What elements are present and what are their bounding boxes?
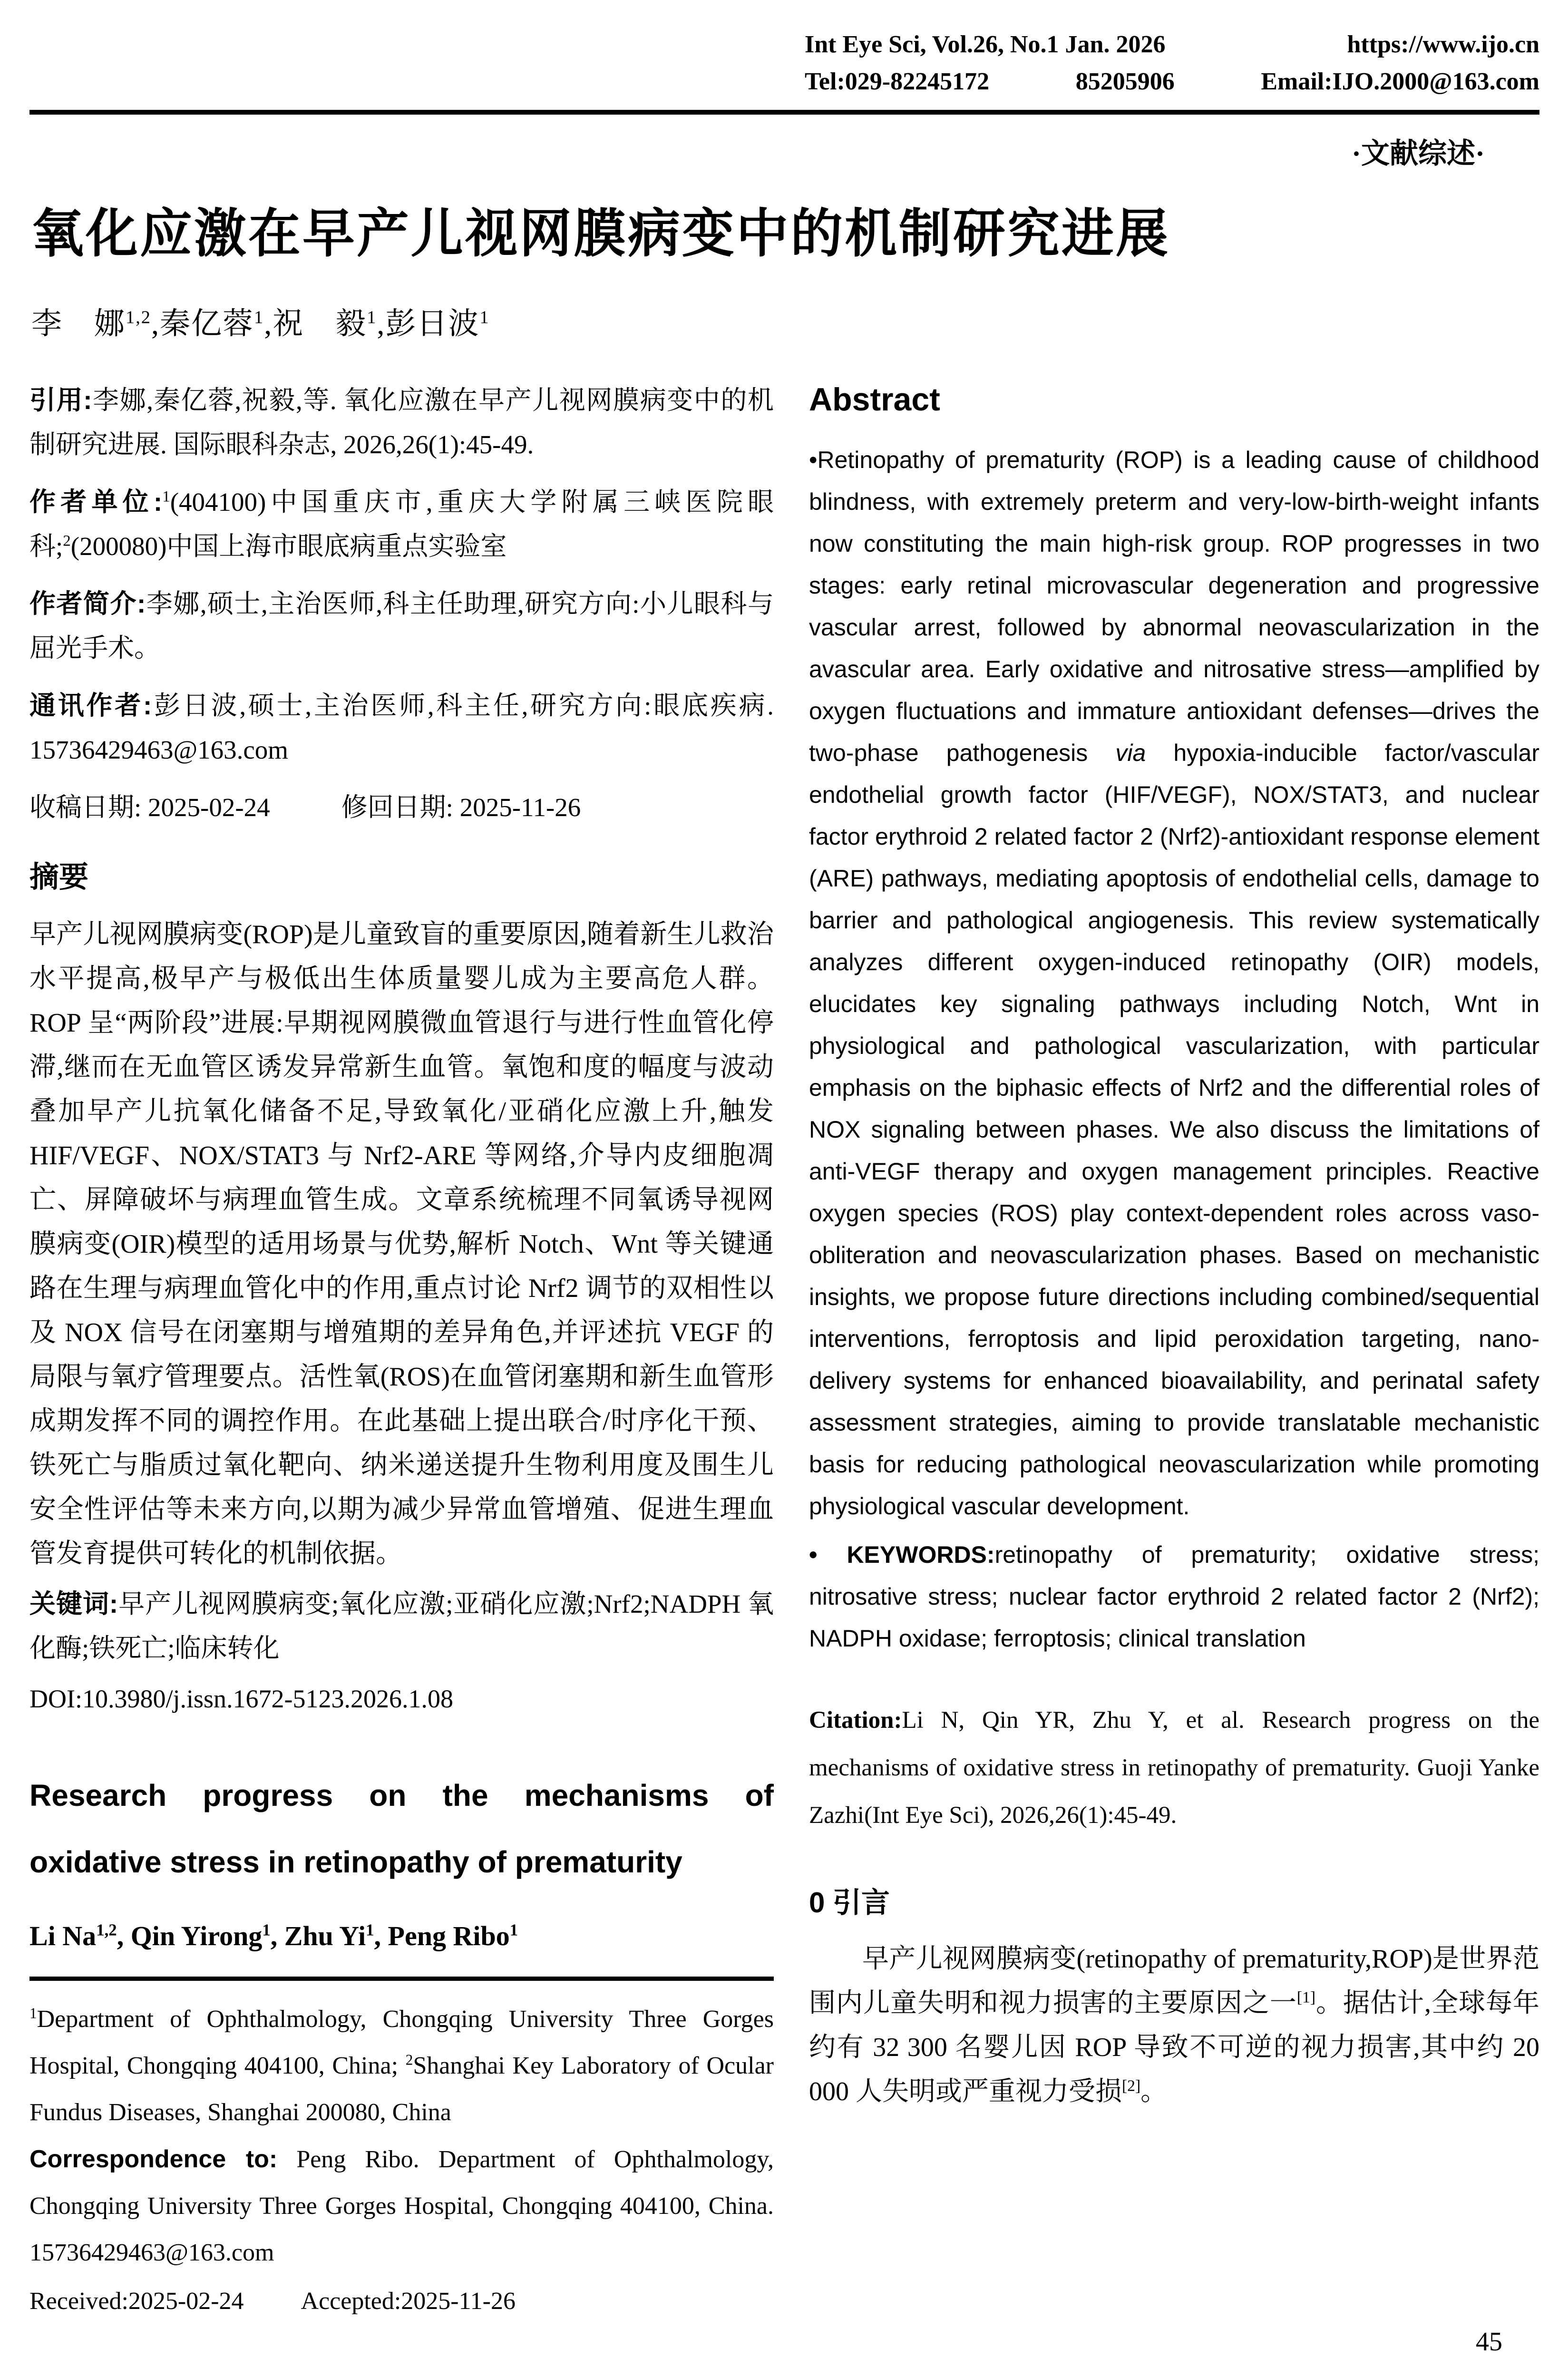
corresponding-author-cn-label: 通讯作者:: [29, 691, 152, 720]
citation-en-label: Citation:: [808, 1707, 902, 1734]
journal-email: Email:IJO.2000@163.com: [1261, 68, 1539, 95]
keywords-en-label: • KEYWORDS:: [808, 1541, 995, 1568]
received-date-cn: 收稿日期: 2025-02-24: [29, 793, 270, 822]
left-column: [29, 378, 774, 2325]
author-bio-paragraph: [29, 582, 774, 670]
affiliation-cn-paragraph: [29, 480, 774, 568]
citation-cn-paragraph: [29, 378, 774, 467]
abstract-en-heading: Abstract: [808, 381, 940, 418]
article-title-cn: 氧化应激在早产儿视网膜病变中的机制研究进展: [31, 205, 1170, 263]
abstract-en-body: •Retinopathy of prematurity (ROP) is a leading cause of childhood blindness, with extremely preterm and very-low-birth-weight infants now constituting the main high-risk group. ROP progresses in two stages: early retinal microvascular degeneration and progressive vascular arrest, followed by abnormal neovascularization in the avascular area. Early oxidative and nitrosative stress—amplified by oxygen fluctuations and immature antioxidant defenses—drives the two-phase pathogenesis via hypoxia-inducible factor/vascular endothelial growth factor (HIF/VEGF), NOX/STAT3, and nuclear factor erythroid 2 related factor 2 (Nrf2)-antioxidant response element (ARE) pathways, mediating apoptosis of endothelial cells, damage to barrier and pathological angiogenesis. This review systematically analyzes different oxygen-induced retinopathy (OIR) models, elucidates key signaling pathways including Notch, Wnt in physiological and pathological vascularization, with particular emphasis on the biphasic effects of Nrf2 and the differential roles of NOX signaling between phases. We also discuss the limitations of anti-VEGF therapy and oxygen management principles. Reactive oxygen species (ROS) play context-dependent roles across vaso-obliteration and neovascularization phases. Based on mechanistic insights, we propose future directions including combined/sequential interventions, ferroptosis and lipid peroxidation targeting, nano-delivery systems for enhanced bioavailability, and perinatal safety assessment strategies, aiming to provide translatable mechanistic basis for reducing pathological neovascularization while promoting physiological vascular development.: [808, 447, 1539, 1520]
keywords-cn-text: 早产儿视网膜病变;氧化应激;亚硝化应激;Nrf2;NADPH 氧化酶;铁死亡;临床转化: [29, 1589, 774, 1663]
affiliation-cn-label: 作者单位:: [29, 487, 163, 516]
article-type-label: ·文献综述·: [1351, 138, 1485, 169]
corresponding-author-cn-paragraph: [29, 683, 774, 772]
introduction-body: 早产儿视网膜病变(retinopathy of prematurity,ROP)是世界范围内儿童失明和视力损害的主要原因之一[1]。据估计,全球每年约有 32 300 名婴儿因 ROP 导致不可逆的视力损害,其中约 20 000 人失明或严重视力受损[2]。: [808, 1944, 1540, 2106]
affiliation-cn-text: $^1$(404100)中国重庆市,重庆大学附属三峡医院眼科;$^2$(200080)中国上海市眼底病重点实验室: [29, 487, 774, 561]
citation-cn-label: 引用:: [29, 385, 92, 415]
doi: DOI:10.3980/j.issn.1672-5123.2026.1.08: [29, 1685, 453, 1713]
introduction-heading: 0 引言: [808, 1887, 890, 1919]
masthead-line-2: [805, 63, 1539, 100]
citation-en-text: Li N, Qin YR, Zhu Y, et al. Research progress on the mechanisms of oxidative stress in retinopathy of prematurity. Guoji Yanke Zazhi(Int Eye Sci), 2026,26(1):45-49.: [808, 1707, 1539, 1829]
page-header: [29, 26, 1539, 100]
abstract-cn-body: 早产儿视网膜病变(ROP)是儿童致盲的重要原因,随着新生儿救治水平提高,极早产与极低出生体质量婴儿成为主要高危人群。ROP 呈“两阶段”进展:早期视网膜微血管退行与进行性血管化停滞,继而在无血管区诱发异常新生血管。氧饱和度的幅度与波动叠加早产儿抗氧化储备不足,导致氧化/亚硝化应激上升,触发 HIF/VEGF、NOX/STAT3 与 Nrf2-ARE 等网络,介导内皮细胞凋亡、屏障破坏与病理血管生成。文章系统梳理不同氧诱导视网膜病变(OIR)模型的适用场景与优势,解析 Notch、Wnt 等关键通路在生理与病理血管化中的作用,重点讨论 Nrf2 调节的双相性以及 NOX 信号在闭塞期与增殖期的差异角色,并评述抗 VEGF 的局限与氧疗管理要点。活性氧(ROS)在血管闭塞期和新生血管形成期发挥不同的调控作用。在此基础上提出联合/时序化干预、铁死亡与脂质过氧化靶向、纳米递送提升生物利用度及围生儿安全性评估等未来方向,以期为减少异常血管增殖、促进生理血管发育提供可转化的机制依据。: [29, 920, 774, 1568]
author-bio-text: 李娜,硕士,主治医师,科主任助理,研究方向:小儿眼科与屈光手术。: [29, 589, 774, 662]
authors-cn: 李 娜$^{1,2}$,秦亿蓉$^1$,祝 毅$^1$,彭日波$^1$: [31, 307, 490, 341]
header-divider: [29, 110, 1539, 115]
two-column-body: [29, 378, 1539, 2325]
keywords-en-paragraph: [809, 1534, 1539, 1659]
right-column: [809, 378, 1539, 2325]
abstract-cn-heading: 摘要: [29, 861, 89, 894]
citation-cn-text: 李娜,秦亿蓉,祝毅,等. 氧化应激在早产儿视网膜病变中的机制研究进展. 国际眼科杂志, 2026,26(1):45-49.: [29, 386, 774, 459]
footnote-divider: [29, 1977, 774, 1981]
author-bio-label: 作者简介:: [29, 589, 146, 618]
article-title-en: Research progress on the mechanisms of oxidative stress in retinopathy of prematurity: [29, 1778, 774, 1879]
keywords-cn-paragraph: [29, 1582, 774, 1670]
authors-en: Li Na$^{1,2}$, Qin Yirong$^1$, Zhu Yi$^1$, Peng Ribo$^1$: [29, 1920, 518, 1951]
masthead-line-1: [805, 26, 1539, 63]
correspondence-en-text: Peng Ribo. Department of Ophthalmology, Chongqing University Three Gorges Hospital, Chongqing 404100, China. 15736429463@163.com: [29, 2146, 774, 2266]
citation-en-paragraph: [809, 1696, 1539, 1839]
correspondence-en-paragraph: [29, 2136, 774, 2276]
keywords-en-text: retinopathy of prematurity; oxidative stress; nitrosative stress; nuclear factor erythroid 2 related factor 2 (Nrf2); NADPH oxidase; ferroptosis; clinical translation: [808, 1541, 1539, 1652]
correspondence-en-label: Correspondence to:: [29, 2145, 278, 2173]
corresponding-author-cn-text: 彭日波,硕士,主治医师,科主任,研究方向:眼底疾病. 15736429463@163.com: [29, 691, 774, 764]
journal-phone2: 85205906: [1075, 68, 1175, 95]
received-date-en: Received:2025-02-24: [29, 2288, 244, 2315]
revised-date-cn: 修回日期: 2025-11-26: [341, 793, 581, 822]
dates-en-row: [29, 2278, 774, 2325]
keywords-cn-label: 关键词:: [29, 1589, 118, 1618]
dates-cn-row: [29, 785, 774, 829]
journal-tel: Tel:029-82245172: [805, 68, 990, 95]
page-number: 45: [1476, 2327, 1502, 2357]
journal-masthead: [805, 26, 1539, 100]
journal-issue-info: Int Eye Sci, Vol.26, No.1 Jan. 2026: [805, 31, 1166, 58]
accepted-date-en: Accepted:2025-11-26: [301, 2288, 516, 2315]
journal-website: https://www.ijo.cn: [1347, 31, 1539, 58]
affiliation-en-paragraph: $^1$Department of Ophthalmology, Chongqing University Three Gorges Hospital, Chongqing 404100, China; $^2$Shanghai Key Laboratory of Ocular Fundus Diseases, Shanghai 200080, China: [29, 2005, 774, 2126]
